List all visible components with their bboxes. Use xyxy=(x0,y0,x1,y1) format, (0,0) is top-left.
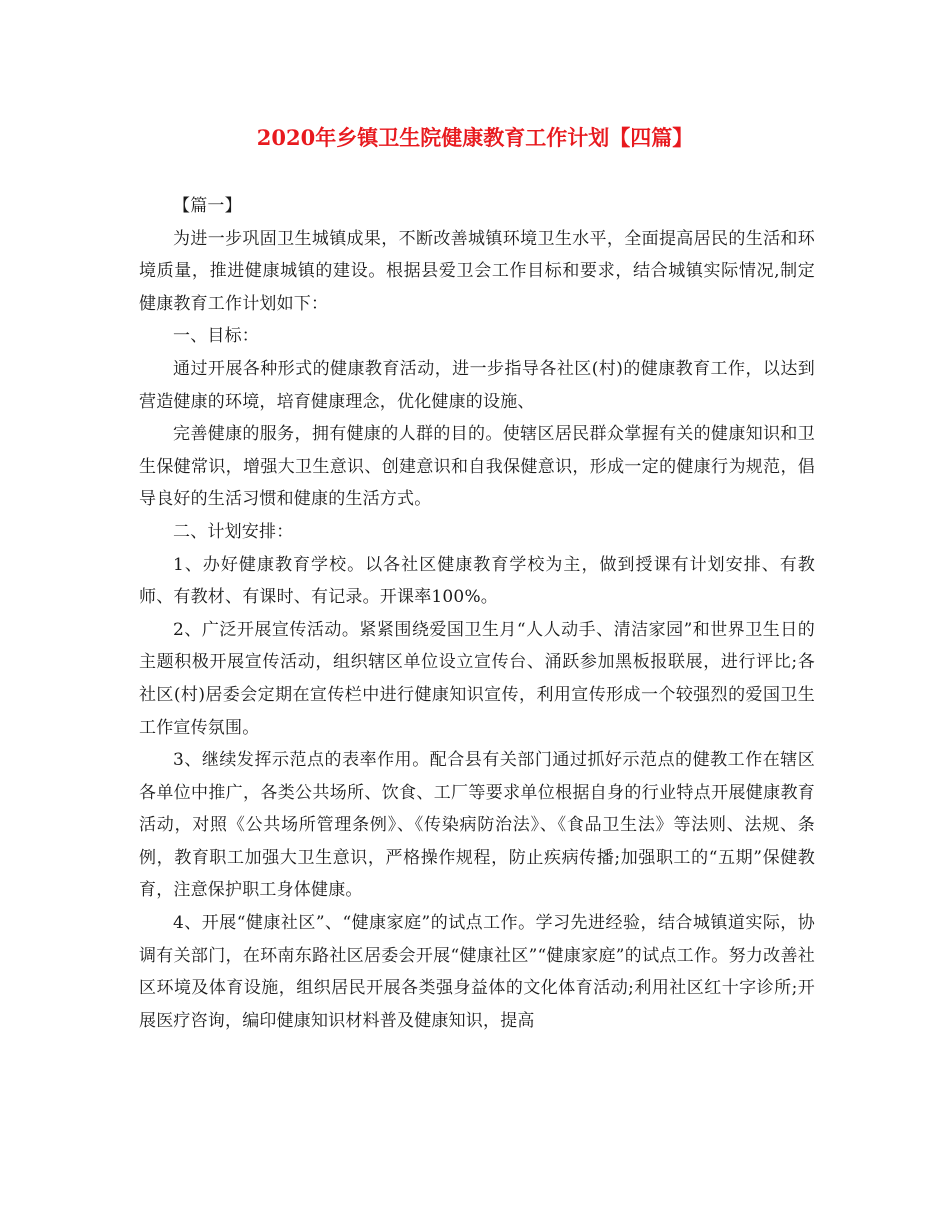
document-title: 2020年乡镇卫生院健康教育工作计划【四篇】 xyxy=(256,125,694,150)
section-heading-goals: 一、目标： xyxy=(173,326,259,347)
paragraph-goals-2: 完善健康的服务，拥有健康的人群的目的。使辖区居民群众掌握有关的健康知识和卫生保健常识，增强大卫生意识、创建意识和自我保健意识，形成一定的健康行为规范，倡导良好的生活习惯和健康的生活方式。 xyxy=(139,424,815,510)
paragraph-intro: 为进一步巩固卫生城镇成果，不断改善城镇环境卫生水平，全面提高居民的生活和环境质量，推进健康城镇的建设。根据县爱卫会工作目标和要求，结合城镇实际情况,制定健康教育工作计划如下： xyxy=(139,228,815,314)
paragraph-plan-item-4: 4、开展“健康社区”、“健康家庭”的试点工作。学习先进经验，结合城镇道实际，协调有关部门，在环南东路社区居委会开展“健康社区”“健康家庭”的试点工作。努力改善社区环境及体育设施，组织居民开展各类强身益体的文化体育活动;利用社区红十字诊所;开展医疗咨询，编印健康知识材料普及健康知识，提高 xyxy=(139,913,815,1031)
paragraph-plan-item-1: 1、办好健康教育学校。以各社区健康教育学校为主，做到授课有计划安排、有教师、有教材、有课时、有记录。开课率100%。 xyxy=(139,554,815,608)
paragraph-goals-1: 通过开展各种形式的健康教育活动，进一步指导各社区(村)的健康教育工作，以达到营造健康的环境，培育健康理念，优化健康的设施、 xyxy=(139,358,815,412)
paragraph-plan-item-3: 3、继续发挥示范点的表率作用。配合县有关部门通过抓好示范点的健教工作在辖区各单位中推广，各类公共场所、饮食、工厂等要求单位根据自身的行业特点开展健康教育活动，对照《公共场所管理条例》、《传染病防治法》、《食品卫生法》等法则、法规、条例，教育职工加强大卫生意识，严格操作规程，防止疾病传播;加强职工的“五期”保健教育，注意保护职工身体健康。 xyxy=(139,750,815,901)
section-heading-part-one: 【篇一】 xyxy=(173,196,242,216)
document-body xyxy=(139,190,815,1037)
section-heading-plan: 二、计划安排： xyxy=(173,521,294,542)
paragraph-plan-item-2: 2、广泛开展宣传活动。紧紧围绕爱国卫生月“人人动手、清洁家园”和世界卫生日的主题积极开展宣传活动，组织辖区单位设立宣传台、涌跃参加黑板报联展，进行评比;各社区(村)居委会定期在宣传栏中进行健康知识宣传，利用宣传形成一个较强烈的爱国卫生工作宣传氛围。 xyxy=(139,619,815,738)
